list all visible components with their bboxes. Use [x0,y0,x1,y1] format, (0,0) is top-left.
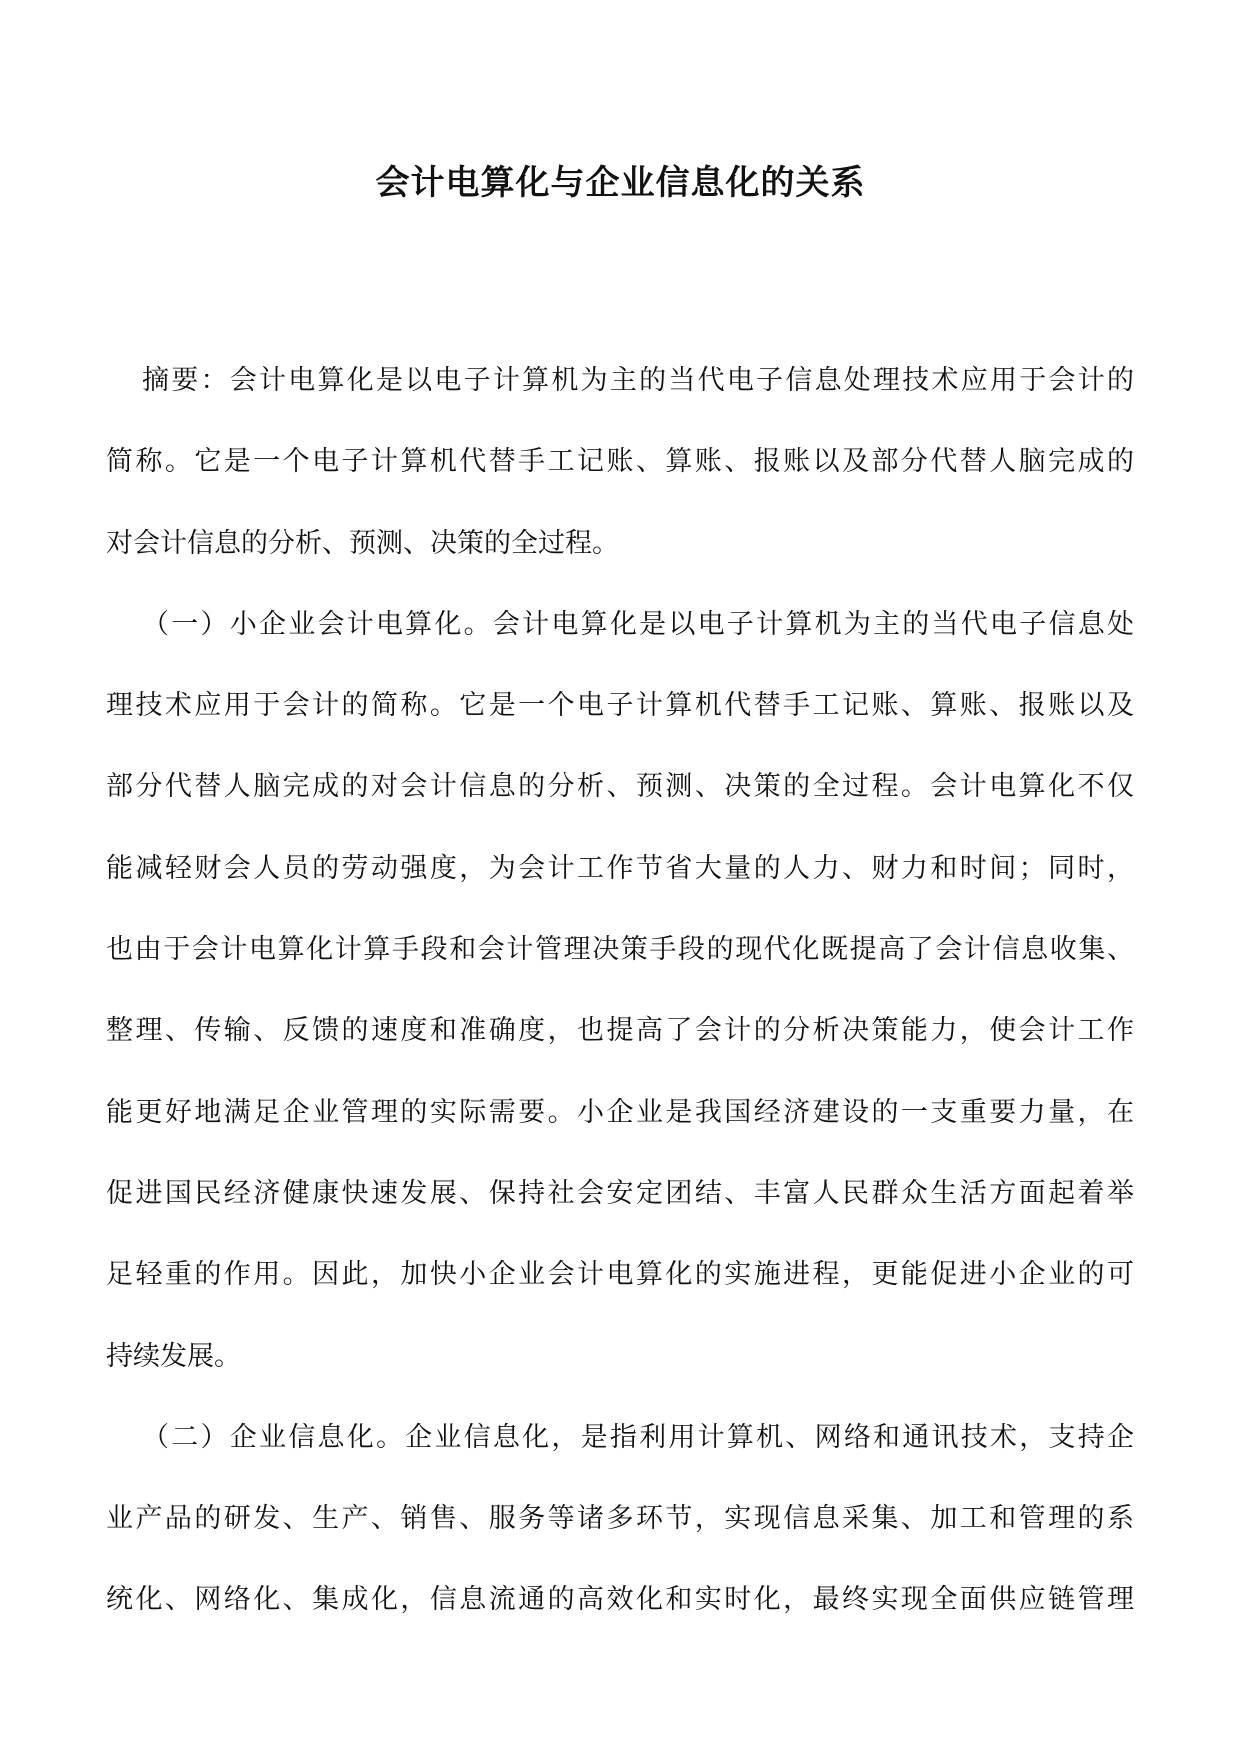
text-line: 持续发展。 [106,1340,241,1372]
text-line: 也由于会计电算化计算手段和会计管理决策手段的现代化既提高了会计信息收集、 [106,934,1134,966]
text-line: 整理、传输、反馈的速度和准确度，也提高了会计的分析决策能力，使会计工作 [106,1015,1134,1047]
text-line: 摘要：会计电算化是以电子计算机为主的当代电子信息处理技术应用于会计的 [142,365,1134,396]
text-line: 理技术应用于会计的简称。它是一个电子计算机代替手工记账、算账、报账以及 [106,690,1134,722]
section-one-paragraph [106,584,1134,1397]
text-line: 能减轻财会人员的劳动强度，为会计工作节省大量的人力、财力和时间；同时， [106,852,1134,884]
text-line: 对会计信息的分析、预测、决策的全过程。 [106,527,619,559]
text-line: （二）企业信息化。企业信息化，是指利用计算机、网络和通讯技术，支持企 [142,1421,1134,1453]
text-line: 能更好地满足企业管理的实际需要。小企业是我国经济建设的一支重要力量，在 [106,1096,1134,1128]
abstract-paragraph [106,340,1134,584]
text-line: 统化、网络化、集成化，信息流通的高效化和实时化，最终实现全面供应链管理 [106,1584,1134,1616]
section-two-paragraph [106,1397,1134,1641]
text-line: 简称。它是一个电子计算机代替手工记账、算账、报账以及部分代替人脑完成的 [106,446,1134,478]
document-title: 会计电算化与企业信息化的关系 [375,163,866,203]
text-line: 业产品的研发、生产、销售、服务等诸多环节，实现信息采集、加工和管理的系 [106,1503,1134,1535]
text-line: （一）小企业会计电算化。会计电算化是以电子计算机为主的当代电子信息处 [142,608,1134,640]
text-line: 足轻重的作用。因此，加快小企业会计电算化的实施进程，更能促进小企业的可 [106,1259,1134,1291]
document-body [106,340,1134,1641]
text-line: 部分代替人脑完成的对会计信息的分析、预测、决策的全过程。会计电算化不仅 [106,771,1134,803]
text-line: 促进国民经济健康快速发展、保持社会安定团结、丰富人民群众生活方面起着举 [106,1177,1134,1209]
